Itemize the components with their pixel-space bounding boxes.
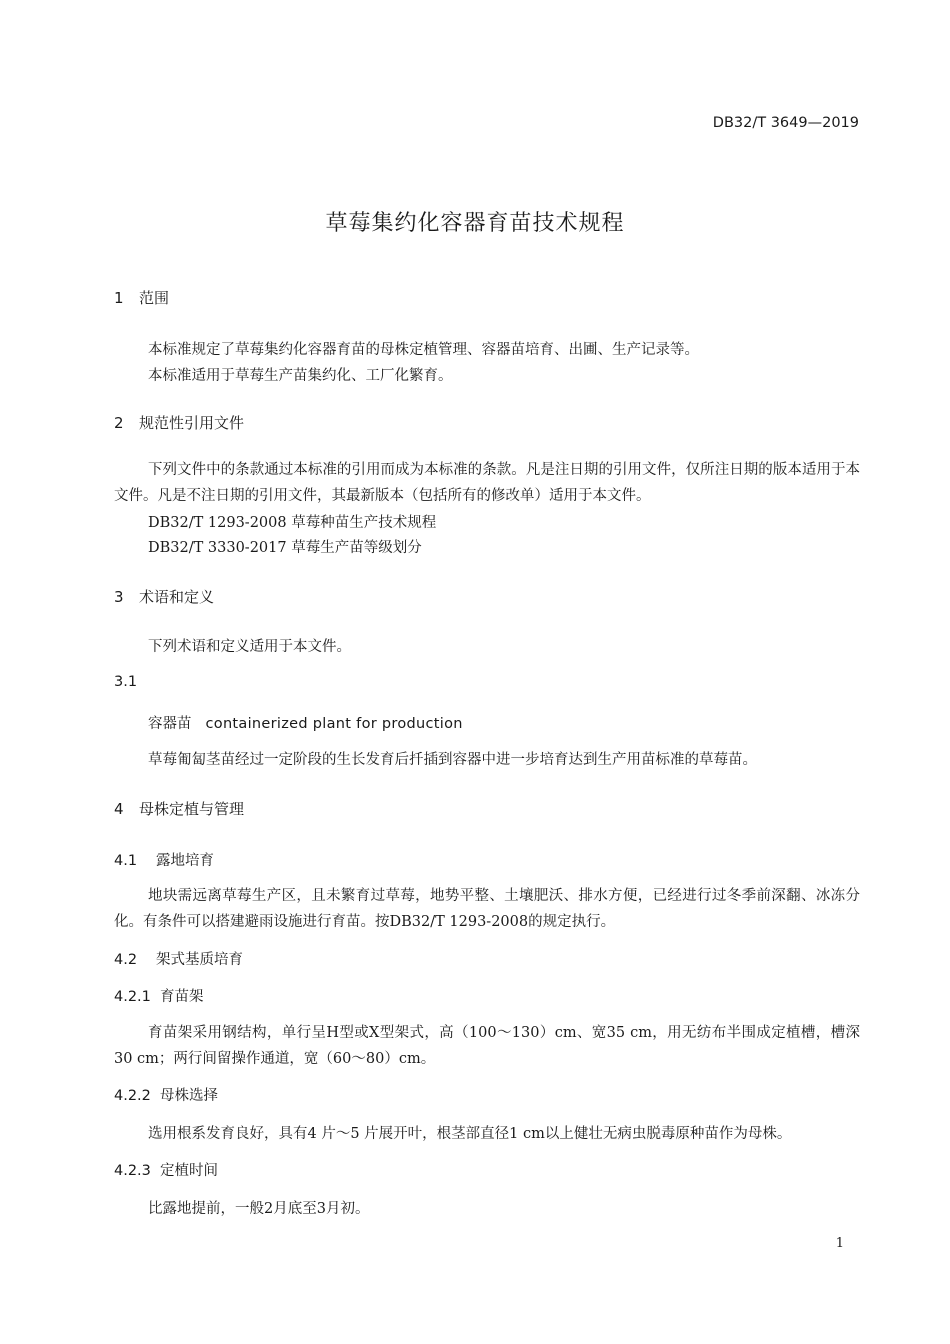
subsection-title: 露地培育: [156, 853, 214, 869]
section-title: 范围: [139, 289, 170, 307]
term-definition: 草莓匍匐茎苗经过一定阶段的生长发育后扦插到容器中进一步培育达到生产用苗标准的草莓苗。: [148, 752, 757, 768]
section-title: 术语和定义: [139, 588, 215, 606]
subsection-number: 4.2.1: [114, 989, 151, 1005]
paragraph: 选用根系发育良好，具有4 片～5 片展开叶，根茎部直径1 cm以上健壮无病虫脱毒原种苗作为母株。: [148, 1126, 792, 1142]
paragraph: 下列术语和定义适用于本文件。: [148, 639, 351, 655]
section-heading-mother-plant: [114, 798, 244, 819]
paragraph: 地块需远离草莓生产区，且未繁育过草莓，地势平整、土壤肥沃、排水方便，已经进行过冬季前深翻、冰冻分化。有条件可以搭建避雨设施进行育苗。按DB32/T 1293-2008的规定执行。: [114, 888, 860, 930]
subsection-heading-rack-substrate: [114, 948, 243, 969]
section-number: 2: [114, 414, 124, 432]
section-title: 母株定植与管理: [139, 800, 245, 818]
paragraph: 育苗架采用钢结构，单行呈H型或X型架式，高（100～130）cm、宽35 cm，用无纺布半围成定植槽，槽深30 cm；两行间留操作通道，宽（60～80）cm。: [114, 1025, 860, 1067]
subsection-heading-planting-time: [114, 1159, 218, 1180]
paragraph: 下列文件中的条款通过本标准的引用而成为本标准的条款。凡是注日期的引用文件，仅所注日期的版本适用于本文件。凡是不注日期的引用文件，其最新版本（包括所有的修改单）适用于本文件。: [114, 462, 860, 504]
paragraph: 本标准适用于草莓生产苗集约化、工厂化繁育。: [148, 368, 453, 384]
standard-code: DB32/T 3649—2019: [712, 115, 859, 131]
paragraph: 本标准规定了草莓集约化容器育苗的母株定植管理、容器苗培育、出圃、生产记录等。: [148, 342, 699, 358]
paragraph: 比露地提前，一般2月底至3月初。: [148, 1201, 370, 1217]
subsection-title: 母株选择: [160, 1088, 218, 1104]
reference-item: DB32/T 1293-2008 草莓种苗生产技术规程: [148, 515, 437, 531]
term-number: 3.1: [114, 674, 138, 690]
document-title: 草莓集约化容器育苗技术规程: [325, 211, 625, 236]
subsection-number: 4.1: [114, 853, 138, 869]
subsection-heading-open-field: [114, 849, 214, 870]
section-heading-normative-references: [114, 412, 244, 433]
subsection-title: 定植时间: [160, 1163, 218, 1179]
subsection-title: 架式基质培育: [156, 952, 243, 968]
subsection-heading-mother-selection: [114, 1084, 218, 1105]
term-chinese: 容器苗: [148, 716, 192, 732]
section-number: 4: [114, 800, 124, 818]
section-number: 3: [114, 588, 124, 606]
term-english: containerized plant for production: [205, 716, 463, 732]
reference-item: DB32/T 3330-2017 草莓生产苗等级划分: [148, 540, 422, 556]
section-heading-scope: [114, 287, 169, 308]
subsection-number: 4.2.2: [114, 1088, 151, 1104]
subsection-number: 4.2.3: [114, 1163, 151, 1179]
section-number: 1: [114, 289, 124, 307]
subsection-heading-nursery-rack: [114, 985, 204, 1006]
subsection-title: 育苗架: [160, 989, 204, 1005]
section-heading-terms: [114, 586, 214, 607]
subsection-number: 4.2: [114, 952, 138, 968]
page-number: 1: [835, 1236, 844, 1251]
section-title: 规范性引用文件: [139, 414, 245, 432]
term-entry: [148, 712, 463, 733]
